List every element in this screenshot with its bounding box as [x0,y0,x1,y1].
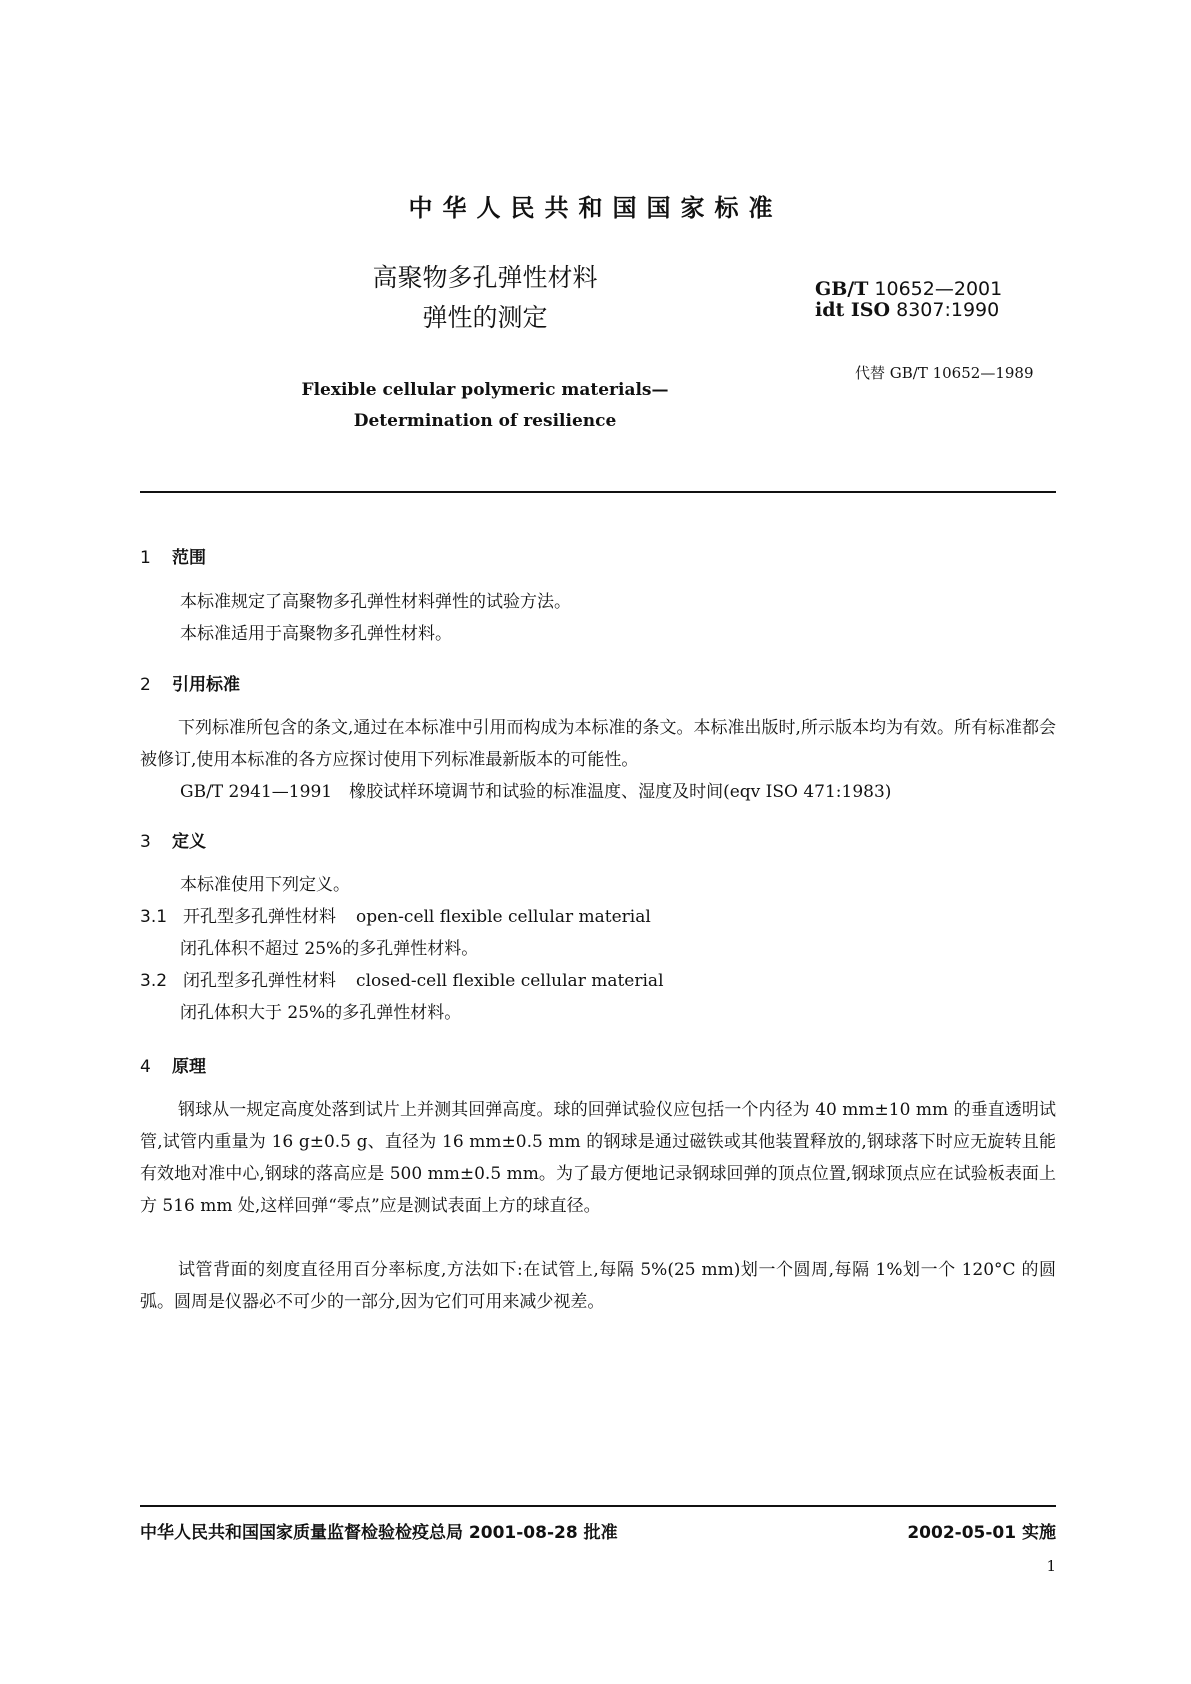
section-3-heading [140,827,206,852]
title-cn-line1: 高聚物多孔弹性材料 [372,263,598,292]
section-3-number: 3 [140,832,151,852]
title-cn-line2: 弹性的测定 [422,303,548,332]
idt-code [815,299,999,321]
section-3-intro: 本标准使用下列定义。 [180,875,350,895]
section-4-number: 4 [140,1057,151,1077]
definition-3-2-number: 3.2 [140,971,168,991]
section-2-heading [140,670,240,695]
section-3-title: 定义 [172,832,206,852]
title-en-line2: Determination of resilience [353,411,617,431]
header-divider [140,491,1056,493]
section-1-paragraph-1: 本标准规定了高聚物多孔弹性材料弹性的试验方法。 [180,592,571,612]
definition-3-2-english: closed-cell flexible cellular material [356,971,664,991]
page-number: 1 [1046,1557,1056,1575]
national-standard-heading: 中华人民共和国国家标准 [408,194,783,222]
idt-number: 8307:1990 [896,299,1000,321]
section-2-title: 引用标准 [172,675,240,695]
standard-code-number: 10652—2001 [874,278,1003,300]
approval-statement: 中华人民共和国国家质量监督检验检疫总局 2001-08-28 批准 [140,1523,618,1543]
definition-3-1-english: open-cell flexible cellular material [356,907,651,927]
normative-reference: GB/T 2941—1991 橡胶试样环境调节和试验的标准温度、湿度及时间(eqv ISO 471:1983) [180,782,892,802]
section-4-heading [140,1052,206,1077]
definition-3-1-term: 开孔型多孔弹性材料 [183,907,337,927]
section-1-paragraph-2: 本标准适用于高聚物多孔弹性材料。 [180,624,452,644]
standard-code [815,278,1002,300]
section-4-paragraph-2: 试管背面的刻度直径用百分率标度,方法如下:在试管上,每隔 5%(25 mm)划一个圆周,每隔 1%划一个 120°C 的圆弧。圆周是仪器必不可少的一部分,因为它们可用来减少视差。 [140,1260,1056,1312]
definition-3-1-text: 闭孔体积不超过 25%的多孔弹性材料。 [180,939,479,959]
section-4-paragraph-1: 钢球从一规定高度处落到试片上并测其回弹高度。球的回弹试验仪应包括一个内径为 40 mm±10 mm 的垂直透明试管,试管内重量为 16 g±0.5 g、直径为 16 mm±0.5 mm 的钢球是通过磁铁或其他装置释放的,钢球落下时应无旋转且能有效地对准中心,钢球的落高应是 500 mm±0.5 mm。为了最方便地记录钢球回弹的顶点位置,钢球顶点应在试验板表面上方 516 mm 处,这样回弹“零点”应是测试表面上方的球直径。 [140,1100,1056,1216]
effective-date: 2002-05-01 实施 [907,1523,1056,1543]
definition-3-1-number: 3.1 [140,907,168,927]
section-1-title: 范围 [172,548,206,568]
section-2-paragraph: 下列标准所包含的条文,通过在本标准中引用而构成为本标准的条文。本标准出版时,所示版本均为有效。所有标准都会被修订,使用本标准的各方应探讨使用下列标准最新版本的可能性。 [140,718,1056,770]
title-en-line1: Flexible cellular polymeric materials— [301,380,669,400]
definition-3-2-text: 闭孔体积大于 25%的多孔弹性材料。 [180,1003,462,1023]
section-1-number: 1 [140,548,151,568]
definition-3-2-term: 闭孔型多孔弹性材料 [183,971,337,991]
standard-code-prefix: GB/T [815,278,869,300]
section-4-title: 原理 [172,1057,206,1077]
section-2-number: 2 [140,675,151,695]
replaces-code: 代替 GB/T 10652—1989 [855,364,1034,382]
definition-3-2 [140,965,664,997]
section-1-heading [140,543,206,568]
definition-3-1 [140,901,651,933]
footer-divider [140,1505,1056,1507]
idt-prefix: idt ISO [815,299,891,321]
